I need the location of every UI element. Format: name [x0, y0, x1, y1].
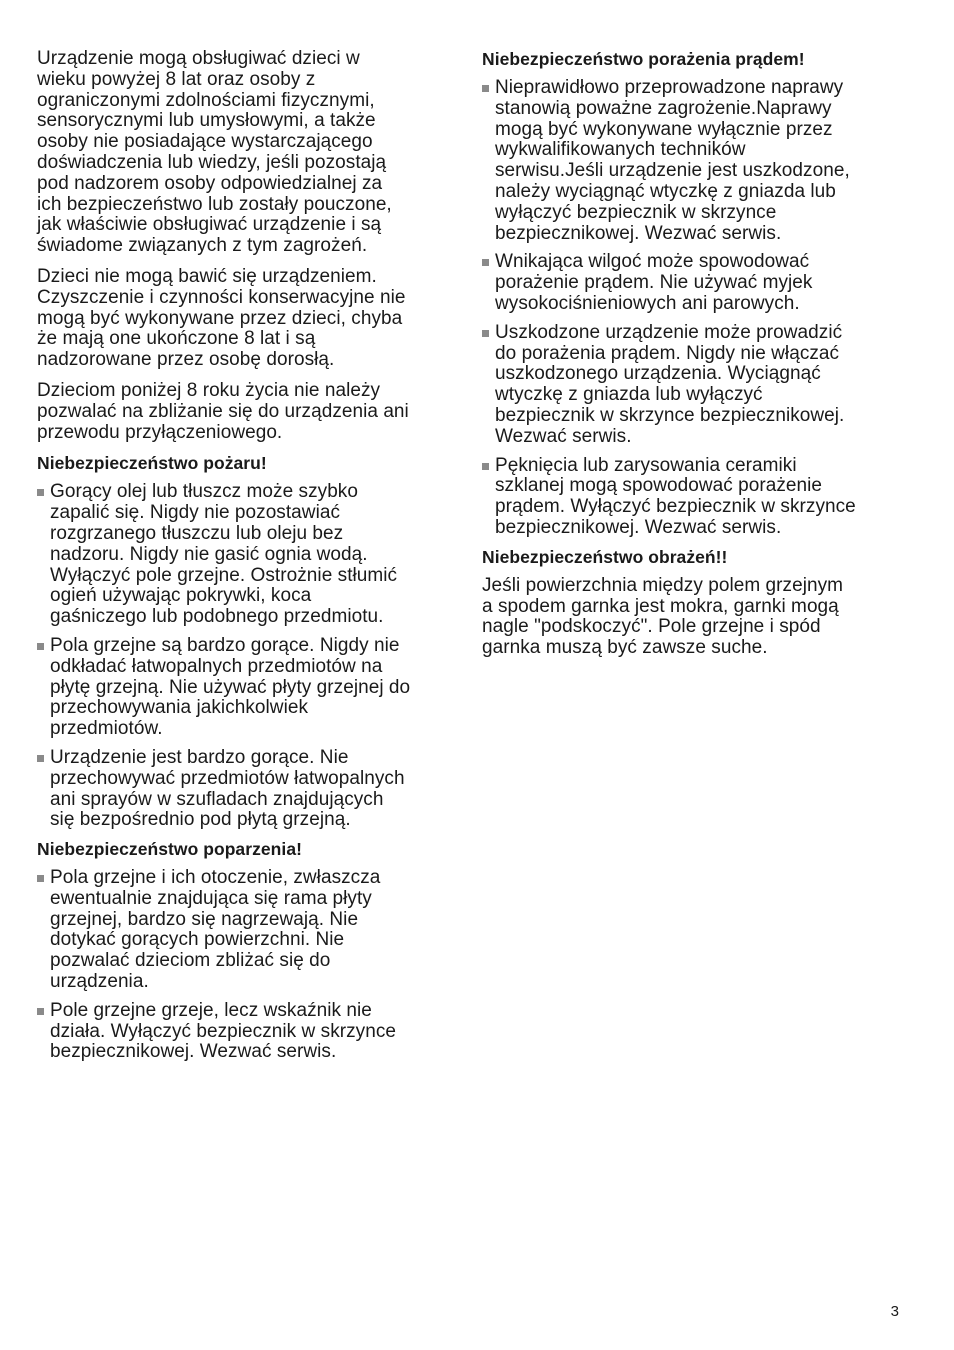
injury-hazard-heading: Niebezpieczeństwo obrażeń!!	[482, 546, 728, 567]
fire-hazard-list	[37, 482, 453, 831]
list-item-text: Pola grzejne są bardzo gorące. Nigdy nie odkładać łatwopalnych przedmiotów na płytę grzejną. Nie używać płyty grzejnej do przechowywania jakichkolwiek przedmiotów.	[50, 634, 411, 740]
intro-paragraph-children-play: Dzieci nie mogą bawić się urządzeniem. Czyszczenie i czynności konserwacyjne nie mogą być wykonywane przez dzieci, chyba że mają one ukończone 8 lat i są nadzorowane przez osobę dorosłą.	[37, 265, 406, 371]
burn-hazard-list	[37, 868, 453, 1063]
electric-shock-heading: Niebezpieczeństwo porażenia prądem!	[482, 49, 805, 69]
list-item-text: Pęknięcia lub zarysowania ceramiki szklanej mogą spowodować porażenie prądem. Wyłączyć bezpiecznik w skrzynce bezpiecznikowej. Wezwać serwis.	[495, 454, 856, 538]
bullet-square-icon	[37, 755, 44, 762]
bullet-square-icon	[482, 259, 489, 266]
list-item	[37, 636, 453, 740]
fire-hazard-heading: Niebezpieczeństwo pożaru!	[37, 453, 267, 474]
bullet-square-icon	[37, 643, 44, 650]
list-item-text: Pola grzejne i ich otoczenie, zwłaszcza ewentualnie znajdująca się rama płyty grzejnej, bardzo się nagrzewają. Nie dotykać gorących powierzchni. Nie pozwalać dzieciom zbliżać się do urządzenia.	[50, 867, 381, 993]
list-item-text: Urządzenie jest bardzo gorące. Nie przechowywać przedmiotów łatwopalnych ani sprayów w szufladach znajdujących się bezpośrednio pod płytą grzejną.	[50, 746, 405, 831]
left-column	[37, 49, 453, 1071]
list-item	[482, 323, 898, 448]
bullet-square-icon	[37, 875, 44, 882]
list-item	[37, 1001, 453, 1063]
right-column	[482, 49, 898, 669]
burn-hazard-heading: Niebezpieczeństwo poparzenia!	[37, 839, 302, 860]
bullet-square-icon	[482, 85, 489, 92]
bullet-square-icon	[37, 489, 44, 496]
list-item-text: Wnikająca wilgoć może spowodować porażenie prądem. Nie używać myjek wysokociśnieniowych ani parowych.	[495, 251, 813, 314]
bullet-square-icon	[37, 1008, 44, 1015]
list-item	[37, 748, 453, 831]
page-number: 3	[890, 1303, 899, 1320]
list-item-text: Pole grzejne grzeje, lecz wskaźnik nie działa. Wyłączyć bezpiecznik w skrzynce bezpiecznikowej. Wezwać serwis.	[50, 999, 396, 1063]
electric-shock-list	[482, 78, 898, 539]
list-item	[482, 252, 898, 314]
bullet-square-icon	[482, 330, 489, 337]
list-item	[482, 456, 898, 539]
list-item	[482, 78, 898, 244]
intro-paragraph-supervision: Urządzenie mogą obsługiwać dzieci w wieku powyżej 8 lat oraz osoby z ograniczonymi zdolnościami fizycznymi, sensorycznymi lub umysłowymi, a także osoby nie posiadające wystarczającego doświadczenia lub wiedzy, jeśli pozostają pod nadzorem osoby odpowiedzialnej za ich bezpieczeństwo lub zostały pouczone, jak właściwie obsługiwać urządzenie i są świadome związanych z tym zagrożeń.	[37, 48, 392, 257]
intro-paragraph-children-under-8: Dzieciom poniżej 8 roku życia nie należy pozwalać na zbliżanie się do urządzenia ani przewodu przyłączeniowego.	[37, 379, 409, 443]
list-item-text: Gorący olej lub tłuszcz może szybko zapalić się. Nigdy nie pozostawiać rozgrzanego tłuszczu lub oleju bez nadzoru. Nigdy nie gasić ognia wodą. Wyłączyć pole grzejne. Ostrożnie stłumić ogień używając pokrywki, koca gaśniczego lub podobnego przedmiotu.	[50, 481, 398, 628]
list-item	[37, 482, 453, 628]
list-item-text: Nieprawidłowo przeprowadzone naprawy stanowią poważne zagrożenie.Naprawy mogą być wykonywane wyłącznie przez wykwalifikowanych techników serwisu.Jeśli urządzenie jest uszkodzone, należy wyciągnąć wtyczkę z gniazda lub wyłączyć bezpiecznik w skrzynce bezpiecznikowej. Wezwać serwis.	[495, 77, 850, 244]
bullet-square-icon	[482, 463, 489, 470]
list-item	[37, 868, 453, 993]
injury-hazard-paragraph: Jeśli powierzchnia między polem grzejnym a spodem garnka jest mokra, garnki mogą nagle "podskoczyć". Pole grzejne i spód garnka muszą być zawsze suche.	[482, 574, 844, 659]
list-item-text: Uszkodzone urządzenie może prowadzić do porażenia prądem. Nigdy nie włączać uszkodzonego urządzenia. Wyciągnąć wtyczkę z gniazda lub wyłączyć bezpiecznik w skrzynce bezpiecznikowej. Wezwać serwis.	[495, 321, 845, 447]
